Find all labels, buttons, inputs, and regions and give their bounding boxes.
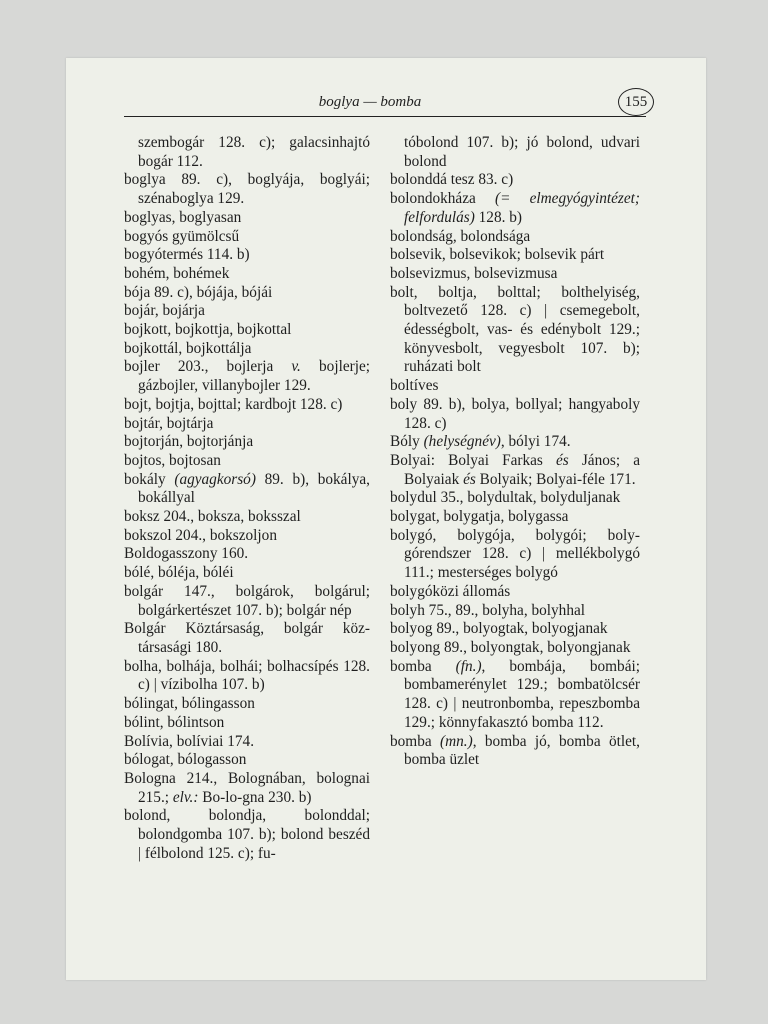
entry-text: boglyas, boglyasan <box>124 208 242 226</box>
dictionary-entry <box>124 396 370 415</box>
entry-text: bojlerje; gázbojler, villanybojler 129. <box>138 358 370 395</box>
entry-italic-text: (= elmegyógyintézet; felfordulás) <box>404 190 640 226</box>
entry-text: Bóly <box>390 433 424 451</box>
entry-italic-text: v. <box>291 358 301 376</box>
entry-text: bokály <box>124 470 175 488</box>
entry-text: bolygat, bolygatja, bolygassa <box>390 508 569 526</box>
dictionary-entry <box>124 695 370 714</box>
dictionary-page <box>66 58 706 980</box>
entry-text: 89. b), bokálya, bokállyal <box>138 470 370 507</box>
dictionary-entry <box>390 190 640 227</box>
dictionary-entry <box>124 508 370 527</box>
right-column <box>390 134 640 770</box>
dictionary-entry <box>124 171 370 208</box>
dictionary-entry <box>124 733 370 752</box>
entry-text: boltíves <box>390 377 439 395</box>
entry-text: bokszol 204., bokszoljon <box>124 526 277 544</box>
dictionary-entry <box>124 209 370 228</box>
entry-text: bogyós gyümölcsű <box>124 227 240 245</box>
entry-text: bolha, bolhája, bolhái; bolhacsípés 128. c) | vízibolha 107. b) <box>124 657 370 694</box>
entry-text: bolt, boltja, bolttal; bolthelyiség, boltvezető 128. c) | csemegebolt, édességbolt, vas- és edénybolt 129.; könyvesbolt, vegyesbolt 107. b); ruházati bolt <box>390 283 640 376</box>
entry-text: bojler 203., bojlerja <box>124 358 292 376</box>
entry-text: bólingat, bólingasson <box>124 695 255 713</box>
entry-text: Bolívia, bolíviai 174. <box>124 732 255 750</box>
dictionary-entry <box>124 134 370 171</box>
dictionary-entry <box>390 452 640 489</box>
entry-italic-text: és <box>463 470 476 488</box>
dictionary-entry <box>390 377 640 396</box>
entry-text: , bomba jó, bomba ötlet, bomba üzlet <box>404 732 640 769</box>
entry-text: Bolyai: Bolyai Farkas <box>390 451 556 469</box>
entry-text: Bolgár Köztársaság, bolgár köztársasági 180. <box>124 620 370 656</box>
entry-text: bója 89. c), bójája, bójái <box>124 283 273 301</box>
dictionary-entry <box>390 658 640 733</box>
entry-text: bolsevik, bolsevikok; bolsevik párt <box>390 246 605 264</box>
entry-text: szembogár 128. c); galacsinhajtó bogár 112. <box>138 134 370 170</box>
entry-text: bolygóközi állomás <box>390 582 511 600</box>
entry-text: János; a Bolyaiak <box>404 451 640 488</box>
dictionary-entry <box>124 452 370 471</box>
page-number: 155 <box>618 88 654 116</box>
dictionary-entry <box>390 602 640 621</box>
dictionary-entry <box>124 265 370 284</box>
entry-text: bólint, bólintson <box>124 713 225 731</box>
dictionary-entry <box>124 583 370 620</box>
entry-text: 128. b) <box>474 208 522 226</box>
entry-text: boglya 89. c), boglyája, boglyái; szénaboglya 129. <box>124 171 370 208</box>
entry-text: bojtár, bojtárja <box>124 414 214 432</box>
dictionary-entry <box>124 228 370 247</box>
entry-text: bolyh 75., 89., bolyha, bolyhhal <box>390 601 586 619</box>
entry-text: bólé, bóléja, bóléi <box>124 564 234 582</box>
dictionary-entry <box>124 545 370 564</box>
entry-text: bolgár 147., bolgárok, bolgárul; bolgárkertészet 107. b); bolgár nép <box>124 582 370 619</box>
entry-text: bolyong 89., bolyongtak, bolyongjanak <box>390 638 631 656</box>
dictionary-entry <box>124 620 370 657</box>
dictionary-entry <box>124 770 370 807</box>
dictionary-entry <box>390 171 640 190</box>
entry-text: Boldogasszony 160. <box>124 545 249 563</box>
dictionary-entry <box>390 396 640 433</box>
dictionary-entry <box>390 620 640 639</box>
dictionary-entry <box>390 284 640 378</box>
entry-text: bojkottál, bojkottálja <box>124 339 252 357</box>
dictionary-entry <box>124 415 370 434</box>
entry-text: Bologna 214., Bolognában, bolognai 215.; <box>124 769 370 806</box>
dictionary-entry <box>124 751 370 770</box>
entry-italic-text: és <box>555 451 569 469</box>
left-column <box>124 134 370 863</box>
header-title: boglya — bomba <box>318 94 422 110</box>
entry-text: , bombája, bombái; bombamerénylet 129.; bombatölcsér 128. c) | neutronbomba, repeszbomba 129.; könnyfakasztó bomba 112. <box>404 657 640 731</box>
entry-text: bomba <box>390 657 456 675</box>
dictionary-entry <box>124 340 370 359</box>
dictionary-entry <box>124 527 370 546</box>
dictionary-entry <box>124 302 370 321</box>
running-header <box>124 88 646 117</box>
entry-text: bojkott, bojkottja, bojkottal <box>124 321 292 339</box>
dictionary-entry <box>390 639 640 658</box>
entry-text: bojtos, bojtosan <box>124 451 221 469</box>
entry-text: bolyog 89., bolyogtak, bolyogjanak <box>390 620 608 638</box>
dictionary-entry <box>124 358 370 395</box>
dictionary-entry <box>124 433 370 452</box>
entry-text: bolond, bolondja, bolonddal; bolondgomba 107. b); bolond beszéd | félbolond 125. c); fu- <box>124 807 370 862</box>
dictionary-entry <box>124 807 370 863</box>
entry-italic-text: (helységnév) <box>423 433 501 451</box>
entry-text: tóbolond 107. b); jó bolond, udvari bolond <box>404 134 640 170</box>
entry-text: bolondokháza <box>390 190 495 208</box>
entry-text: Bolyaik; Bolyai-féle 171. <box>475 470 636 488</box>
dictionary-entry <box>390 489 640 508</box>
entry-text: Bo-lo-gna 230. b) <box>198 788 312 806</box>
dictionary-entry <box>124 321 370 340</box>
entry-text: bojtorján, bojtorjánja <box>124 433 254 451</box>
entry-text: bohém, bohémek <box>124 264 230 282</box>
dictionary-entry <box>124 246 370 265</box>
dictionary-entry <box>124 564 370 583</box>
entry-text: bolydul 35., bolydultak, bolyduljanak <box>390 489 621 507</box>
dictionary-entry <box>390 228 640 247</box>
dictionary-entry <box>124 714 370 733</box>
entry-text: bomba <box>390 732 440 750</box>
entry-italic-text: (mn.) <box>440 732 473 750</box>
entry-text: boksz 204., boksza, boksszal <box>124 508 301 526</box>
dictionary-entry <box>390 134 640 171</box>
entry-italic-text: (agyagkorsó) <box>174 470 256 488</box>
entry-text: bojár, bojárja <box>124 302 205 320</box>
dictionary-entry <box>390 508 640 527</box>
dictionary-entry <box>390 733 640 770</box>
entry-text: boly 89. b), bolya, bollyal; hangyaboly 128. c) <box>390 395 640 432</box>
entry-text: bólogat, bólogasson <box>124 751 247 769</box>
dictionary-entry <box>390 527 640 583</box>
dictionary-entry <box>390 433 640 452</box>
dictionary-entry <box>390 246 640 265</box>
entry-text: bolygó, bolygója, bolygói; bolygórendszer 128. c) | mellékbolygó 111.; mesterséges bolygó <box>390 526 640 582</box>
entry-italic-text: elv.: <box>172 788 199 806</box>
dictionary-entry <box>124 471 370 508</box>
entry-text: bolonddá tesz 83. c) <box>390 171 514 189</box>
entry-text: , bólyi 174. <box>500 433 571 451</box>
entry-text: bolsevizmus, bolsevizmusa <box>390 264 558 282</box>
dictionary-entry <box>124 658 370 695</box>
entry-text: bojt, bojtja, bojttal; kardbojt 128. c) <box>124 395 343 413</box>
dictionary-entry <box>390 265 640 284</box>
entry-italic-text: (fn.) <box>455 657 482 675</box>
entry-text: bogyótermés 114. b) <box>124 246 250 264</box>
dictionary-entry <box>124 284 370 303</box>
entry-text: bolondság, bolondsága <box>390 227 531 245</box>
dictionary-entry <box>390 583 640 602</box>
